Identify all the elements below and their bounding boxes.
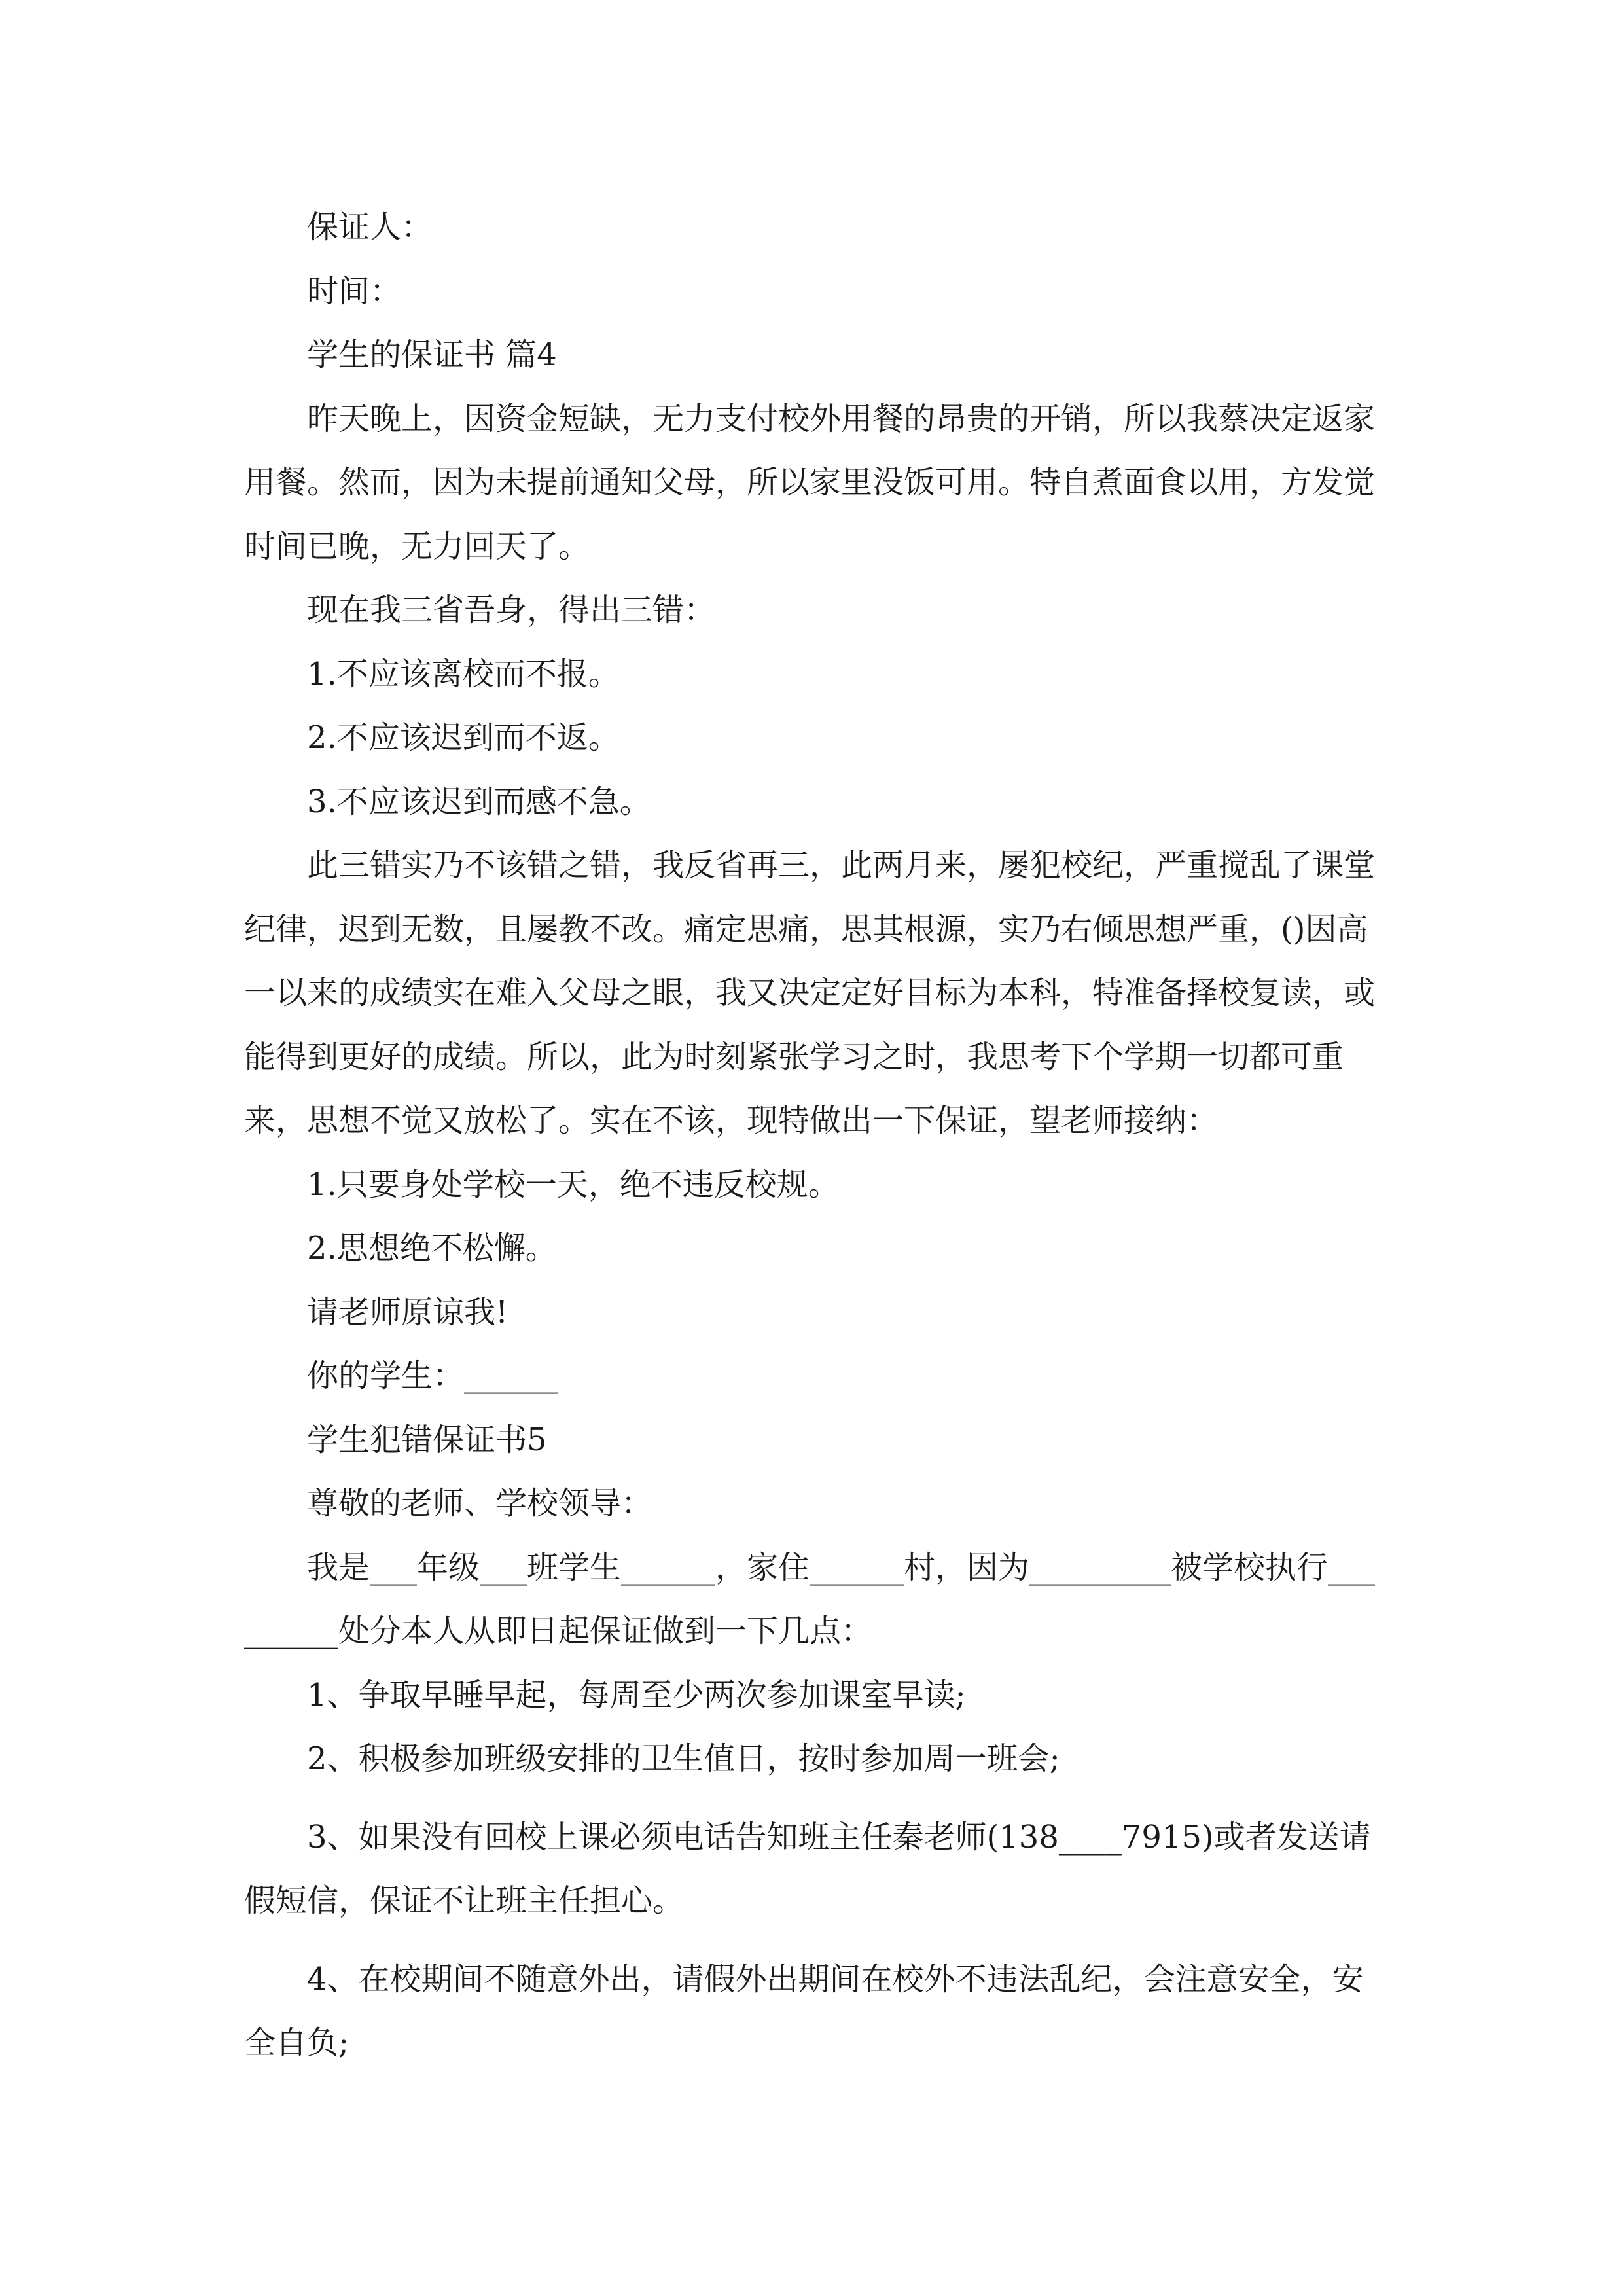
list-item: 1.不应该离校而不报。 [307,655,620,692]
signature-line: 你的学生：______ [307,1357,559,1394]
salutation: 尊敬的老师、学校领导： [307,1485,653,1522]
body-paragraph: 我是___年级___班学生______，家住______村，因为_________被学校执行_________处分本人从即日起保证做到一下几点： [244,1549,1376,1649]
list-item: 3、如果没有回校上课必须电话告知班主任秦老师(138____7915)或者发送请假短信，保证不让班主任担心。 [244,1818,1371,1919]
list-item: 2.不应该迟到而不返。 [307,719,620,756]
date-line: 时间： [307,272,402,310]
list-item: 2.思想绝不松懈。 [307,1230,557,1266]
guarantor-line: 保证人： [307,209,433,245]
section-title-5: 学生犯错保证书5 [307,1421,547,1458]
list-item: 1.只要身处学校一天，绝不违反校规。 [307,1166,840,1203]
list-item: 2、积极参加班级安排的卫生值日，按时参加周一班会; [307,1740,1060,1777]
body-paragraph: 请老师原谅我! [307,1293,508,1331]
body-paragraph: 现在我三省吾身，得出三错： [307,592,716,628]
list-item: 3.不应该迟到而感不急。 [307,783,651,820]
body-paragraph: 此三错实乃不该错之错，我反省再三，此两月来，屡犯校纪，严重搅乱了课堂纪律，迟到无数，且屡教不改。痛定思痛，思其根源，实乃右倾思想严重，()因高一以来的成绩实在难入父母之眼，我又决定定好目标为本科，特准备择校复读，或能得到更好的成绩。所以，此为时刻紧张学习之时，我思考下个学期一切都可重来，思想不觉又放松了。实在不该，现特做出一下保证，望老师接纳： [244,847,1376,1139]
section-title-4: 学生的保证书 篇4 [307,336,557,373]
document-body [244,196,1384,2075]
body-paragraph: 昨天晚上，因资金短缺，无力支付校外用餐的昂贵的开销，所以我蔡决定返家用餐。然而，因为未提前通知父母，所以家里没饭可用。特自煮面食以用，方发觉时间已晚，无力回天了。 [244,400,1376,565]
list-item: 1、争取早睡早起，每周至少两次参加课室早读; [307,1676,966,1713]
list-item: 4、在校期间不随意外出，请假外出期间在校外不违法乱纪，会注意安全，安全自负; [244,1960,1364,2061]
